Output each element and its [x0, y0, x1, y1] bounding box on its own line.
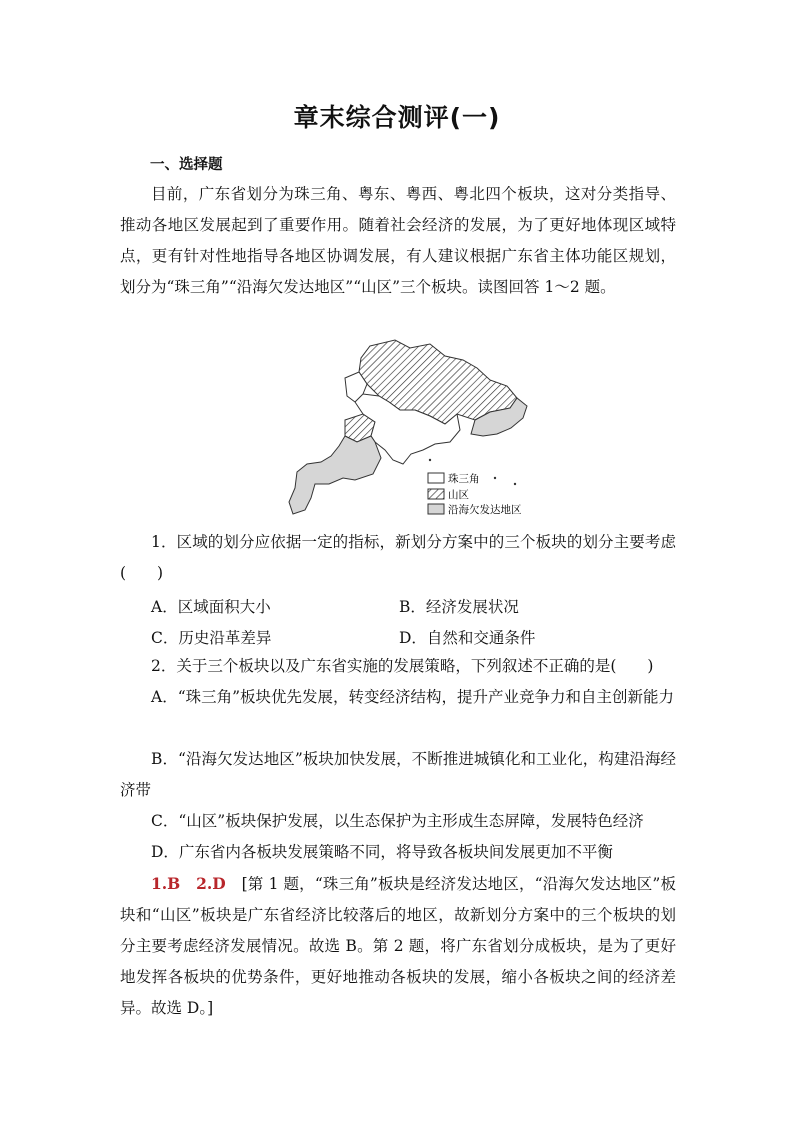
legend-swatch-coastal — [428, 504, 444, 514]
q1-option-a: A．区域面积大小 — [151, 598, 271, 616]
question-1-stem: 1．区域的划分应依据一定的指标，新划分方案中的三个板块的划分主要考虑( ) — [120, 533, 676, 582]
island-dot — [514, 483, 516, 485]
question-2-stem: 2．关于三个板块以及广东省实施的发展策略，下列叙述不正确的是( ) — [151, 657, 654, 675]
q1-option-d: D．自然和交通条件 — [399, 629, 536, 647]
coastal-region-west — [289, 436, 381, 514]
q1-option-b: B．经济发展状况 — [399, 598, 519, 616]
legend-swatch-mountain — [428, 489, 444, 499]
q2-option-a: A．“珠三角”板块优先发展，转变经济结构，提升产业竞争力和自主创新能力 — [151, 688, 675, 706]
legend-label-delta: 珠三角 — [448, 473, 480, 485]
q2-option-d: D．广东省内各板块发展策略不同，将导致各板块间发展更加不平衡 — [151, 843, 613, 861]
intro-paragraph: 目前，广东省划分为珠三角、粤东、粤西、粤北四个板块，这对分类指导、推动各地区发展起到了重要作用。随着社会经济的发展，为了更好地体现区域特点，更有针对性地指导各地区协调发展，有人建议根据广东省主体功能区规划，划分为“珠三角”“沿海欠发达地区”“山区”三个板块。读图回答 1～2 题。 — [120, 185, 676, 296]
answer-explanation: [第 1 题，“珠三角”板块是经济发达地区，“沿海欠发达地区”板块和“山区”板块是广东省经济比较落后的地区，故新划分方案中的三个板块的划分主要考虑经济发展情况。故选 B。第 2 题，将广东省划分成板块，是为了更好地发挥各板块的优势条件，更好地推动各板块的发展，缩小各板块之间的经济差异。故选 D。] — [120, 875, 677, 1017]
q2-option-b: B．“沿海欠发达地区”板块加快发展，不断推进城镇化和工业化，构建沿海经济带 — [120, 750, 676, 799]
answer-keys: 1.B 2.D — [151, 874, 226, 893]
section-heading: 一、选择题 — [150, 157, 223, 173]
legend-label-coastal: 沿海欠发达地区 — [448, 504, 522, 516]
answer-block — [120, 868, 676, 1024]
page-title: 章末综合测评(一) — [293, 103, 501, 132]
island-dot — [429, 459, 431, 461]
legend-label-mountain: 山区 — [448, 489, 469, 501]
island-dot — [494, 477, 496, 479]
q1-option-c: C．历史沿革差异 — [151, 629, 272, 647]
q2-option-c: C．“山区”板块保护发展，以生态保护为主形成生态屏障，发展特色经济 — [151, 812, 644, 830]
legend-swatch-delta — [428, 473, 444, 483]
guangdong-region-map — [285, 338, 545, 522]
